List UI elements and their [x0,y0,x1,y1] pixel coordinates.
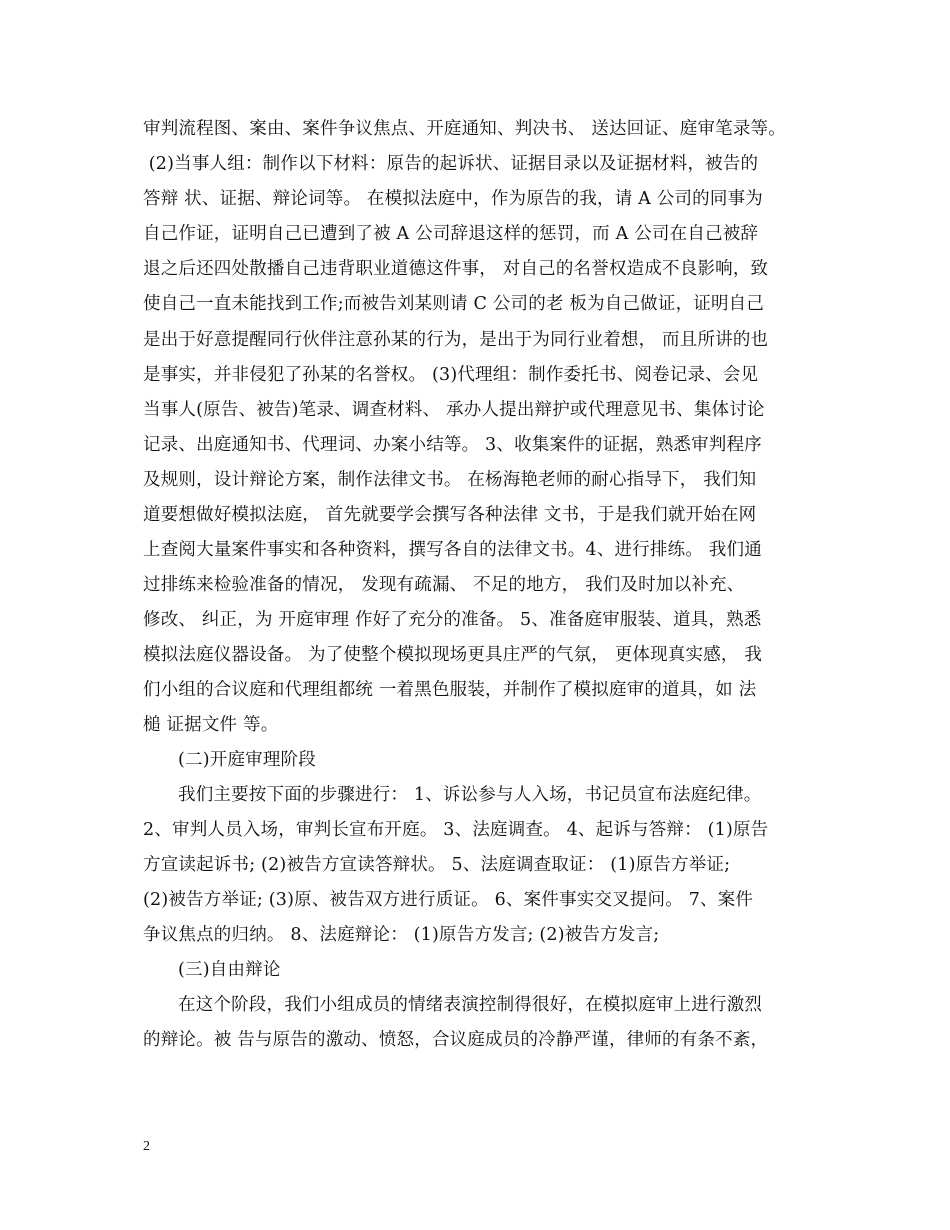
body-text-line: 自己作证，证明自己已遭到了被 A 公司辞退这样的惩罚，而 A 公司在自己被辞 [143,224,759,244]
body-text-line: 槌 证据文件 等。 [143,715,279,735]
section-heading: (二)开庭审理阶段 [178,750,316,770]
body-text-line: 方宣读起诉书; (2)被告方宣读答辩状。 5、法庭调查取证： (1)原告方举证; [143,855,731,875]
body-text-line: 道要想做好模拟法庭， 首先就要学会撰写各种法律 文书，于是我们就开始在网 [143,505,757,525]
body-text-line: 审判流程图、案由、案件争议焦点、开庭通知、判决书、 送达回证、庭审笔录等。 [143,119,786,139]
body-text-line: 修改、 纠正，为 开庭审理 作好了充分的准备。 5、准备庭审服装、道具，熟悉 [143,610,762,630]
page-number: 2 [143,1139,150,1154]
body-text-line: 我们主要按下面的步骤进行： 1、诉讼参与人入场，书记员宣布法庭纪律。 [178,785,762,805]
body-text-line: (2)当事人组：制作以下材料：原告的起诉状、证据目录以及证据材料，被告的 [143,154,759,174]
body-text-line: 是出于好意提醒同行伙伴注意孙某的行为，是出于为同行业着想， 而且所讲的也 [143,330,769,350]
body-text-line: 模拟法庭仪器设备。 为了使整个模拟现场更具庄严的气氛， 更体现真实感， 我 [143,645,763,665]
body-text-line: 们小组的合议庭和代理组都统 一着黑色服装，并制作了模拟庭审的道具，如 法 [143,680,757,700]
body-text-line: 退之后还四处散播自己违背职业道德这件事， 对自己的名誉权造成不良影响，致 [143,259,769,279]
body-text-line: 及规则，设计辩论方案，制作法律文书。 在杨海艳老师的耐心指导下， 我们知 [143,470,757,490]
body-text-line: 上查阅大量案件事实和各种资料，撰写各自的法律文书。4、进行排练。 我们通 [143,540,762,560]
body-text-line: 使自己一直未能找到工作;而被告刘某则请 C 公司的老 板为自己做证，证明自己 [143,294,765,314]
body-text-line: 的辩论。被 告与原告的激动、愤怒，合议庭成员的冷静严谨，律师的有条不紊， [143,1030,769,1050]
body-text-line: 当事人(原告、被告)笔录、调查材料、 承办人提出辩护或代理意见书、集体讨论 [143,400,765,420]
body-text-line: (2)被告方举证; (3)原、被告双方进行质证。 6、案件事实交叉提问。 7、案件 [143,890,754,910]
body-text-line: 记录、出庭通知书、代理词、办案小结等。 3、收集案件的证据，熟悉审判程序 [143,435,762,455]
body-text-line: 是事实，并非侵犯了孙某的名誉权。 (3)代理组：制作委托书、阅卷记录、会见 [143,365,759,385]
body-text-line: 答辩 状、证据、辩论词等。 在模拟法庭中，作为原告的我，请 A 公司的同事为 [143,189,763,209]
body-text-line: 争议焦点的归纳。 8、法庭辩论： (1)原告方发言; (2)被告方发言; [143,925,660,945]
body-text-line: 过排练来检验准备的情况， 发现有疏漏、 不足的地方， 我们及时加以补充、 [143,575,745,595]
section-heading: (三)自由辩论 [178,960,281,980]
body-text-line: 在这个阶段，我们小组成员的情绪表演控制得很好，在模拟庭审上进行激烈 [178,995,763,1015]
body-text-line: 2、审判人员入场，审判长宣布开庭。 3、法庭调查。 4、起诉与答辩： (1)原告 [143,820,769,840]
